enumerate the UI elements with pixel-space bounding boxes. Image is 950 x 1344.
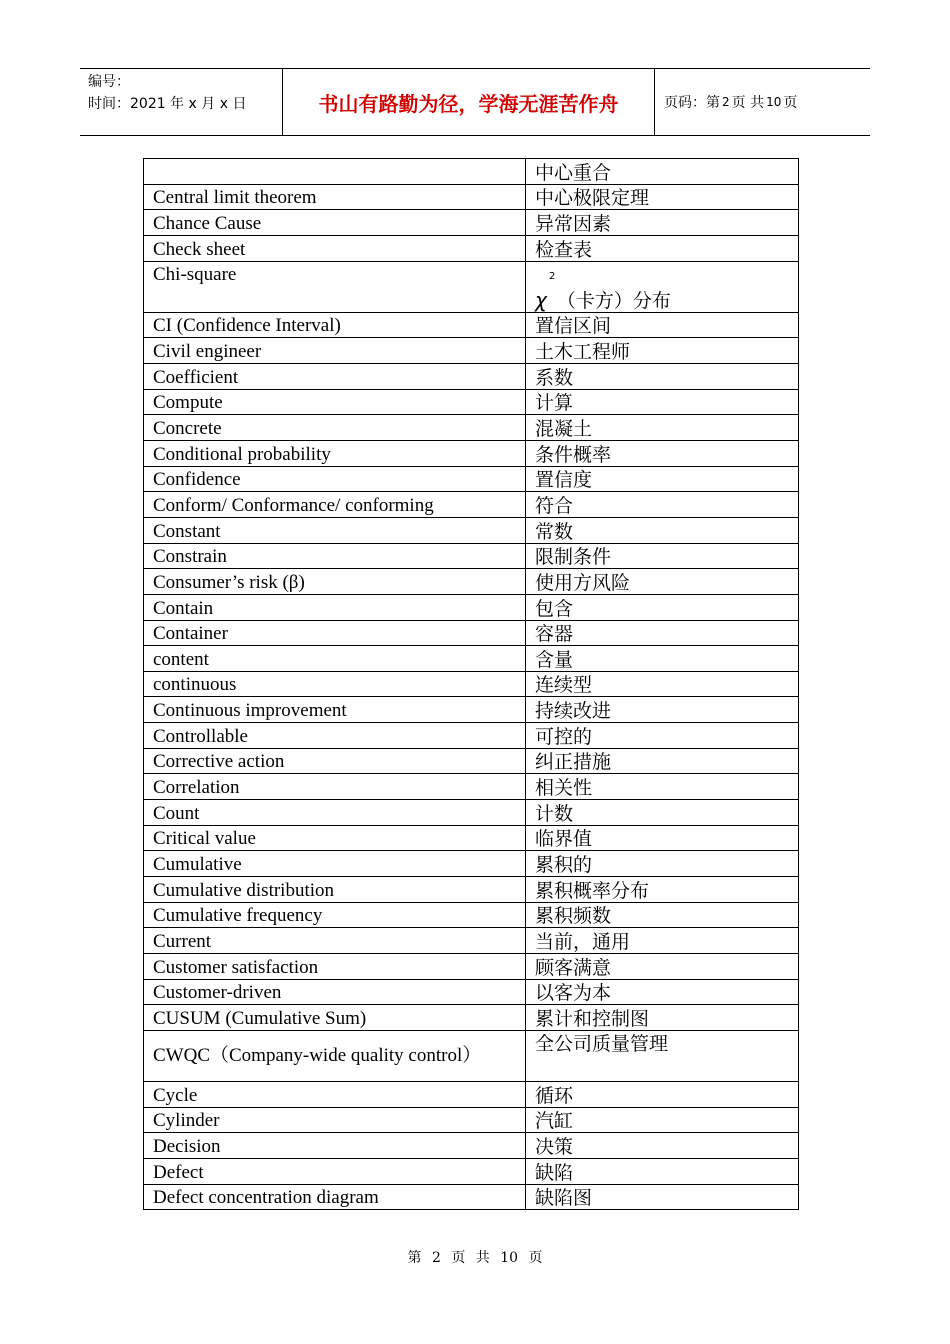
term-zh: 累积概率分布: [526, 877, 799, 903]
term-en: Continuous improvement: [144, 697, 526, 723]
term-zh: 累积的: [526, 851, 799, 877]
term-zh: 中心重合: [526, 159, 799, 185]
term-en: Cumulative distribution: [144, 877, 526, 903]
table-row: [144, 261, 799, 312]
term-zh: 顾客满意: [526, 954, 799, 980]
term-en: Chance Cause: [144, 210, 526, 236]
term-zh: 纠正措施: [526, 748, 799, 774]
table-row: [144, 646, 799, 672]
term-en: CWQC（Company-wide quality control）: [144, 1031, 526, 1082]
term-en: Civil engineer: [144, 338, 526, 364]
term-zh: 混凝土: [526, 415, 799, 441]
term-en: Consumer’s risk (β): [144, 569, 526, 595]
term-en: Correlation: [144, 774, 526, 800]
term-en: Contain: [144, 594, 526, 620]
term-zh: 持续改进: [526, 697, 799, 723]
table-row: [144, 517, 799, 543]
term-zh: 容器: [526, 620, 799, 646]
table-row: [144, 1005, 799, 1031]
page-number: 2: [722, 95, 730, 109]
term-zh: 条件概率: [526, 440, 799, 466]
term-en: continuous: [144, 671, 526, 697]
page-suffix: 页: [783, 95, 798, 111]
table-row: [144, 774, 799, 800]
term-zh: 异常因素: [526, 210, 799, 236]
term-en: Customer satisfaction: [144, 954, 526, 980]
chi-exponent: 2: [549, 270, 556, 282]
term-en: Constrain: [144, 543, 526, 569]
term-en: Cumulative frequency: [144, 902, 526, 928]
term-zh: 以客为本: [526, 979, 799, 1005]
term-en: Conform/ Conformance/ conforming: [144, 492, 526, 518]
table-row: [144, 363, 799, 389]
term-en: CUSUM (Cumulative Sum): [144, 1005, 526, 1031]
page-footer: [0, 1247, 950, 1267]
table-row: [144, 979, 799, 1005]
table-row: [144, 594, 799, 620]
term-zh: 计算: [526, 389, 799, 415]
chi-letter: χ: [535, 287, 547, 312]
term-en: CI (Confidence Interval): [144, 312, 526, 338]
page-total: 10: [766, 95, 782, 109]
term-zh: 置信区间: [526, 312, 799, 338]
footer-word: 共: [475, 1250, 490, 1266]
term-en: Chi-square: [144, 261, 526, 312]
table-row: [144, 902, 799, 928]
table-row: [144, 235, 799, 261]
term-en: Customer-driven: [144, 979, 526, 1005]
term-en: Decision: [144, 1133, 526, 1159]
footer-word: 第: [407, 1250, 422, 1266]
table-row: [144, 338, 799, 364]
term-zh: 缺陷图: [526, 1184, 799, 1210]
term-zh: 累计和控制图: [526, 1005, 799, 1031]
table-row: [144, 748, 799, 774]
table-row: [144, 928, 799, 954]
page-prefix: 页码：第: [664, 95, 720, 111]
term-zh: 含量: [526, 646, 799, 672]
term-zh: 常数: [526, 517, 799, 543]
table-row: [144, 1184, 799, 1210]
table-row: [144, 569, 799, 595]
header-page-info: [655, 69, 870, 135]
chi-text: （卡方）分布: [556, 289, 671, 312]
table-row: [144, 466, 799, 492]
term-zh: 循环: [526, 1082, 799, 1108]
term-zh: 检查表: [526, 235, 799, 261]
table-row: [144, 1107, 799, 1133]
table-row: [144, 954, 799, 980]
term-zh: 系数: [526, 363, 799, 389]
term-en: Corrective action: [144, 748, 526, 774]
table-row: [144, 159, 799, 185]
chi-symbol: [535, 270, 556, 312]
table-row: [144, 1031, 799, 1082]
table-row: [144, 723, 799, 749]
term-zh: 包含: [526, 594, 799, 620]
table-row: [144, 492, 799, 518]
footer-word: 页: [451, 1250, 466, 1266]
term-en: Cycle: [144, 1082, 526, 1108]
term-zh: 置信度: [526, 466, 799, 492]
term-zh: 符合: [526, 492, 799, 518]
table-row: [144, 210, 799, 236]
term-zh-chi-square: [526, 261, 799, 312]
header-motto: 书山有路勤为径，学海无涯苦作舟: [282, 69, 655, 135]
table-row: [144, 825, 799, 851]
term-zh: 相关性: [526, 774, 799, 800]
term-en: Central limit theorem: [144, 184, 526, 210]
term-en: Concrete: [144, 415, 526, 441]
term-en: Check sheet: [144, 235, 526, 261]
term-en: Compute: [144, 389, 526, 415]
term-en: Defect: [144, 1158, 526, 1184]
table-row: [144, 800, 799, 826]
term-zh: 当前，通用: [526, 928, 799, 954]
term-zh: 计数: [526, 800, 799, 826]
doc-id-label: 编号：: [88, 74, 130, 90]
term-zh: 土木工程师: [526, 338, 799, 364]
table-row: [144, 440, 799, 466]
term-en: Constant: [144, 517, 526, 543]
term-en: Conditional probability: [144, 440, 526, 466]
header-meta: [80, 69, 282, 135]
table-row: [144, 697, 799, 723]
table-row: [144, 671, 799, 697]
term-en: Container: [144, 620, 526, 646]
term-zh: 中心极限定理: [526, 184, 799, 210]
doc-date-label: 时间：2021 年 x 月 x 日: [88, 96, 247, 112]
term-zh: 决策: [526, 1133, 799, 1159]
term-zh: 临界值: [526, 825, 799, 851]
page-mid: 页 共: [731, 95, 765, 111]
term-en: Cylinder: [144, 1107, 526, 1133]
table-row: [144, 389, 799, 415]
term-zh: 缺陷: [526, 1158, 799, 1184]
table-row: [144, 1158, 799, 1184]
table-row: [144, 184, 799, 210]
term-zh: 汽缸: [526, 1107, 799, 1133]
term-zh: 限制条件: [526, 543, 799, 569]
table-row: [144, 1133, 799, 1159]
table-row: [144, 877, 799, 903]
term-zh: 可控的: [526, 723, 799, 749]
term-en: Cumulative: [144, 851, 526, 877]
table-row: [144, 620, 799, 646]
glossary-table: [143, 158, 799, 1210]
table-row: [144, 1082, 799, 1108]
term-en: [144, 159, 526, 185]
term-zh: 使用方风险: [526, 569, 799, 595]
table-row: [144, 851, 799, 877]
term-en: Critical value: [144, 825, 526, 851]
term-en: Count: [144, 800, 526, 826]
term-en: Current: [144, 928, 526, 954]
term-zh: 累积频数: [526, 902, 799, 928]
term-en: Controllable: [144, 723, 526, 749]
table-row: [144, 312, 799, 338]
table-row: [144, 415, 799, 441]
page-header: [80, 68, 870, 136]
footer-page-total: 10: [500, 1250, 519, 1266]
term-zh: 连续型: [526, 671, 799, 697]
footer-word: 页: [528, 1250, 543, 1266]
term-en: Confidence: [144, 466, 526, 492]
term-en: Coefficient: [144, 363, 526, 389]
term-en: content: [144, 646, 526, 672]
term-zh: 全公司质量管理: [526, 1031, 799, 1082]
table-row: [144, 543, 799, 569]
term-en: Defect concentration diagram: [144, 1184, 526, 1210]
footer-page-number: 2: [431, 1250, 441, 1266]
